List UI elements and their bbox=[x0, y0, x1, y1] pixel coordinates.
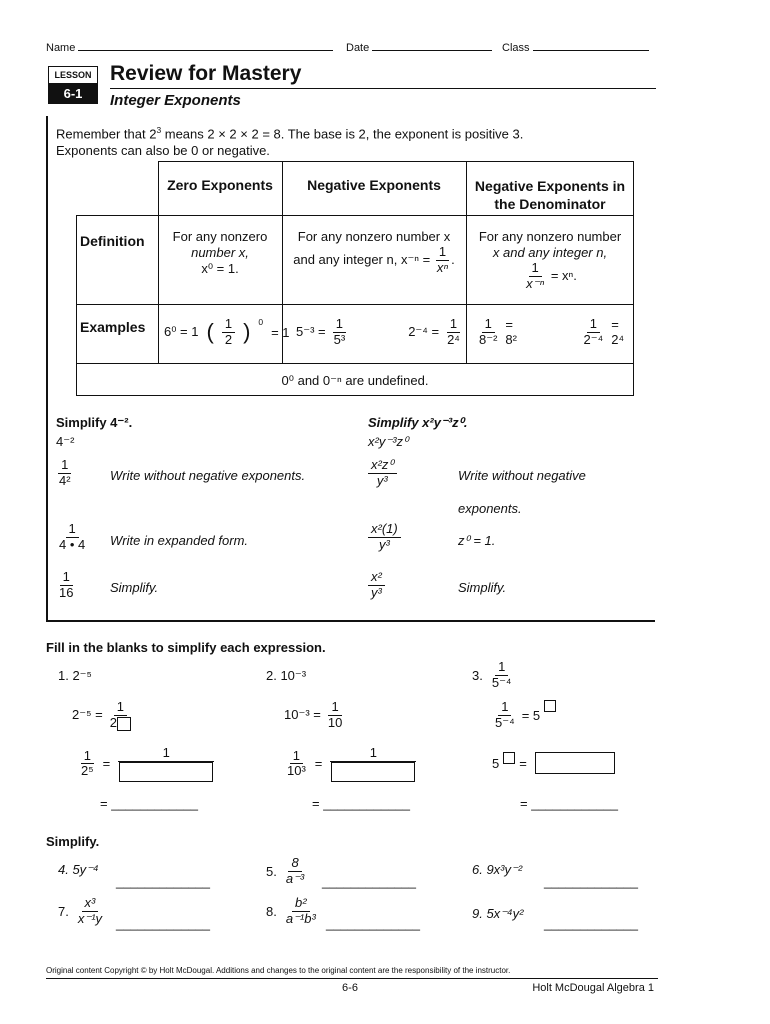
problem-1-step-a: 2⁻⁵ = $\frac{1}{2}$ bbox=[72, 700, 134, 731]
problem-7-label: 7. x³ x⁻¹y bbox=[58, 895, 103, 926]
example-right-note3: Simplify. bbox=[458, 580, 507, 595]
example-left-note3: Simplify. bbox=[110, 580, 159, 595]
problem-7-answer[interactable]: _____________ bbox=[116, 916, 210, 931]
example-right-note1b: exponents. bbox=[458, 501, 522, 516]
problem-9-label: 9. 5x⁻⁴y² bbox=[472, 906, 524, 921]
problem-9-answer[interactable]: _____________ bbox=[544, 916, 638, 931]
problem-1-answer[interactable]: = ____________ bbox=[100, 796, 198, 811]
col-zero-exponents: Zero Exponents bbox=[167, 177, 273, 193]
page-number: 6-6 bbox=[342, 982, 358, 994]
example-denominator: $\frac{1}{\text{8⁻²}}$ = 8² $\frac{1}{\text{2⁻⁴}}$ = 2⁴ bbox=[479, 316, 625, 348]
def-zero: For any nonzero number x, x⁰ = 1. bbox=[172, 229, 268, 276]
problem-3-answer[interactable]: = ____________ bbox=[520, 796, 618, 811]
problem-1-denominator-box[interactable] bbox=[119, 762, 213, 782]
problem-1-label: 1. 2⁻⁵ bbox=[58, 668, 92, 683]
problem-2-step-b: $\frac{1}{\text{10³}}$ = 1 bbox=[284, 746, 418, 782]
example-left-step3: $\frac{1}{16}$ bbox=[59, 569, 74, 600]
undefined-note: 0⁰ and 0⁻ⁿ are undefined. bbox=[281, 373, 429, 388]
exponent-table bbox=[76, 161, 634, 396]
example-right-note1a: Write without negative bbox=[458, 468, 586, 483]
name-line[interactable] bbox=[46, 42, 333, 54]
example-right-start: x²y⁻³z⁰ bbox=[368, 434, 409, 449]
example-right-step1: $\frac{\text{x²z⁰}}{\text{y³}}$ bbox=[368, 458, 397, 489]
col-negative-exponents: Negative Exponents bbox=[307, 177, 441, 193]
problem-2-answer[interactable]: = ____________ bbox=[312, 796, 410, 811]
problem-5-answer[interactable]: _____________ bbox=[322, 874, 416, 889]
example-right-note2: z⁰ = 1. bbox=[458, 533, 496, 548]
example-left-title: Simplify 4⁻². bbox=[56, 415, 133, 430]
page-title: Review for Mastery bbox=[110, 62, 302, 85]
problem-3-step-a: $\frac{1}{\text{5⁻⁴}}$ = 5 bbox=[492, 700, 556, 731]
problem-2-label: 2. 10⁻³ bbox=[266, 668, 307, 683]
example-right-step3: $\frac{\text{x²}}{\text{y³}}$ bbox=[368, 570, 385, 601]
example-zero: 6⁰ = 1 ( 1 2 ) $^0$ = 1 bbox=[164, 316, 290, 347]
footer-rule bbox=[46, 978, 658, 979]
problem-5-label: 5. 8 a⁻³ bbox=[266, 855, 305, 886]
col-negative-denominator: Negative Exponents in the Denominator bbox=[474, 178, 626, 212]
problem-2-denominator-box[interactable] bbox=[331, 762, 415, 782]
name-label: Name bbox=[46, 42, 76, 54]
page-subtitle: Integer Exponents bbox=[110, 92, 241, 109]
example-right-step2: $\frac{\text{x²(1)}}{\text{y³}}$ bbox=[368, 522, 401, 553]
problem-4-answer[interactable]: _____________ bbox=[116, 874, 210, 889]
row-definition: Definition bbox=[80, 233, 145, 249]
lesson-label: LESSON bbox=[48, 66, 98, 84]
problem-3-result-box[interactable] bbox=[535, 752, 615, 774]
problem-6-label: 6. 9x³y⁻² bbox=[472, 862, 523, 877]
problem-3-step-b: 5 = bbox=[492, 752, 615, 774]
lesson-badge bbox=[48, 66, 98, 104]
example-left-step2: $\frac{1}{4 • 4}$ bbox=[59, 521, 86, 552]
title-rule bbox=[110, 88, 656, 89]
intro-text: Remember that $2^3$ means 2 × 2 × 2 = 8. The base is 2, the exponent is positive 3. Exponents can also be 0 or negative. bbox=[56, 125, 524, 159]
problem-3-exponent-box-2[interactable] bbox=[503, 752, 515, 764]
problem-1-step-b: $\frac{1}{\text{2⁵}}$ = 1 bbox=[78, 746, 216, 782]
def-negative: For any nonzero number x and any integer n, x⁻ⁿ = $\frac{1}{\text{xⁿ}}$ . bbox=[293, 229, 455, 275]
example-left-note1: Write without negative exponents. bbox=[110, 468, 306, 483]
problem-4-label: 4. 5y⁻⁴ bbox=[58, 862, 99, 877]
date-line[interactable] bbox=[346, 42, 492, 54]
problem-8-answer[interactable]: _____________ bbox=[326, 916, 420, 931]
problem-3-label: 3. 1 5⁻⁴ bbox=[472, 659, 512, 690]
class-line[interactable] bbox=[502, 42, 649, 54]
def-denominator: For any nonzero number x and any integer n, $\frac{1}{\text{x⁻ⁿ}}$ = xⁿ. bbox=[478, 229, 622, 291]
problem-8-label: 8. b² a⁻¹b³ bbox=[266, 895, 316, 926]
date-label: Date bbox=[346, 42, 370, 54]
copyright-notice: Original content Copyright © by Holt McDougal. Additions and changes to the original content are the responsibility of the instructor. bbox=[46, 966, 511, 975]
example-left-note2: Write in expanded form. bbox=[110, 533, 249, 548]
problem-6-answer[interactable]: _____________ bbox=[544, 874, 638, 889]
example-negative: 5⁻³ = $\frac{1}{\text{5³}}$ 2⁻⁴ = $\frac{1}{\text{2⁴}}$ bbox=[296, 316, 460, 347]
problem-2-step-a: 10⁻³ = $\frac{1}{10}$ bbox=[284, 699, 343, 730]
example-left-step1: $\frac{1}{\text{4²}}$ bbox=[59, 457, 71, 488]
example-left-start: 4⁻² bbox=[56, 434, 75, 449]
example-right-title: Simplify x²y⁻³z⁰. bbox=[368, 415, 468, 430]
fill-heading: Fill in the blanks to simplify each expression. bbox=[46, 640, 326, 655]
simplify-heading: Simplify. bbox=[46, 834, 100, 849]
class-label: Class bbox=[502, 42, 530, 54]
problem-1-exponent-box[interactable] bbox=[117, 717, 131, 731]
problem-3-exponent-box[interactable] bbox=[544, 700, 556, 712]
book-title: Holt McDougal Algebra 1 bbox=[532, 982, 654, 994]
row-examples: Examples bbox=[80, 319, 146, 335]
lesson-number: 6-1 bbox=[48, 84, 98, 104]
